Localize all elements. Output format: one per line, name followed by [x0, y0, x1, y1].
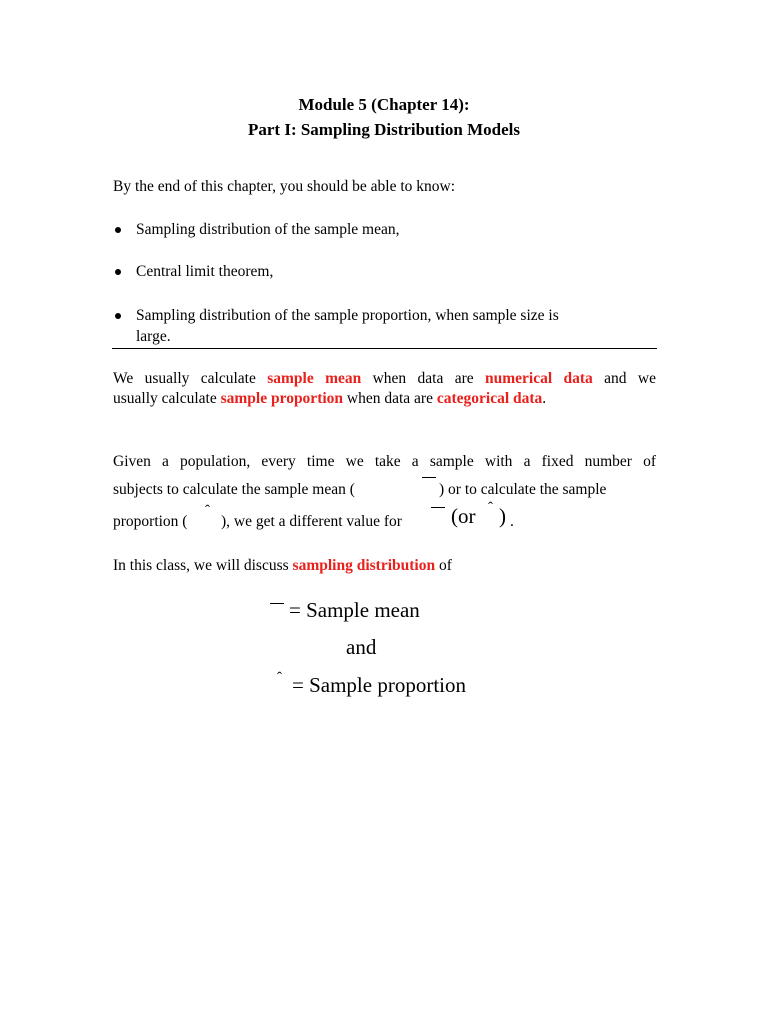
bullet-dot	[115, 269, 121, 275]
horizontal-divider	[112, 348, 657, 349]
para2-line1: Given a population, every time we take a sample with a fixed number of	[113, 453, 656, 470]
and-text: and	[346, 635, 377, 659]
p-hat-symbol: ˆ	[205, 503, 210, 519]
highlight-sample-proportion: sample proportion	[220, 390, 344, 407]
para3: In this class, we will discuss sampling distribution of	[113, 557, 452, 574]
para1-line1: We usually calculate sample mean when data are numerical data and we	[113, 370, 656, 387]
intro-text: By the end of this chapter, you should be able to know:	[113, 178, 456, 195]
page-title-line1: Module 5 (Chapter 14):	[298, 95, 470, 114]
sample-proportion-formula: = Sample proportion	[292, 673, 466, 697]
bullet-dot	[115, 313, 121, 319]
bullet-item-3: Sampling distribution of the sample proportion, when sample size is	[136, 307, 559, 324]
or-text: (or	[451, 504, 476, 528]
x-bar-symbol	[431, 507, 445, 508]
period: .	[510, 513, 514, 530]
x-bar-symbol	[270, 603, 284, 604]
highlight-sampling-distribution: sampling distribution	[292, 557, 436, 574]
p-hat-symbol: ˆ	[488, 500, 493, 516]
p-hat-symbol: ˆ	[277, 670, 282, 686]
bullet-item-2: Central limit theorem,	[136, 263, 274, 280]
para2-line3a: proportion (	[113, 513, 188, 530]
para2-line3b: ), we get a different value for	[221, 513, 402, 530]
close-paren: )	[499, 504, 506, 528]
para2-line2a: subjects to calculate the sample mean (	[113, 481, 355, 498]
highlight-sample-mean: sample mean	[267, 370, 362, 387]
para2-line2b: ) or to calculate the sample	[439, 481, 607, 498]
page-title-line2: Part I: Sampling Distribution Models	[247, 120, 521, 139]
bullet-dot	[115, 227, 121, 233]
highlight-numerical-data: numerical data	[485, 370, 593, 387]
bullet-item-3-cont: large.	[136, 328, 171, 345]
bullet-item-1: Sampling distribution of the sample mean,	[136, 221, 400, 238]
sample-mean-formula: = Sample mean	[289, 598, 420, 622]
para1-line2: usually calculate sample proportion when data are categorical data.	[113, 390, 547, 407]
highlight-categorical-data: categorical data	[436, 390, 543, 407]
x-bar-symbol	[422, 477, 436, 478]
